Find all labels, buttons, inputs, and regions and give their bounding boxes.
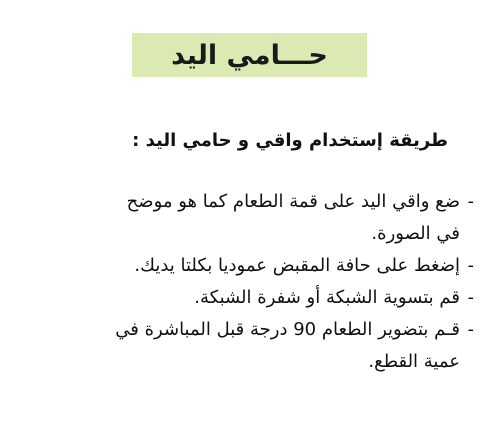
step-item xyxy=(22,250,474,282)
step-bullet: - xyxy=(467,287,474,308)
steps-list xyxy=(22,186,474,378)
section-heading: طريقة إستخدام واقي و حامي اليد : xyxy=(132,130,448,151)
step-text-line1: إضغط على حافة المقبض عموديا بكلتا يديك. xyxy=(134,255,460,276)
step-text-line1: قم بتسوية الشبكة أو شفرة الشبكة. xyxy=(194,287,460,308)
step-bullet: - xyxy=(467,319,474,340)
step-item xyxy=(22,282,474,314)
step-text-line2: في الصورة. xyxy=(371,223,460,244)
step-bullet: - xyxy=(467,255,474,276)
step-text-line2: عمية القطع. xyxy=(368,351,460,372)
step-item xyxy=(22,314,474,378)
step-bullet: - xyxy=(467,191,474,212)
step-text-line1: ضع واقي اليد على قمة الطعام كما هو موضح xyxy=(126,191,460,212)
page-title: حـــامي اليد xyxy=(171,39,328,71)
step-item xyxy=(22,186,474,250)
title-container xyxy=(132,32,367,78)
step-text-line1: قـم بتضوير الطعام 90 درجة قبل المباشرة في xyxy=(115,319,460,340)
